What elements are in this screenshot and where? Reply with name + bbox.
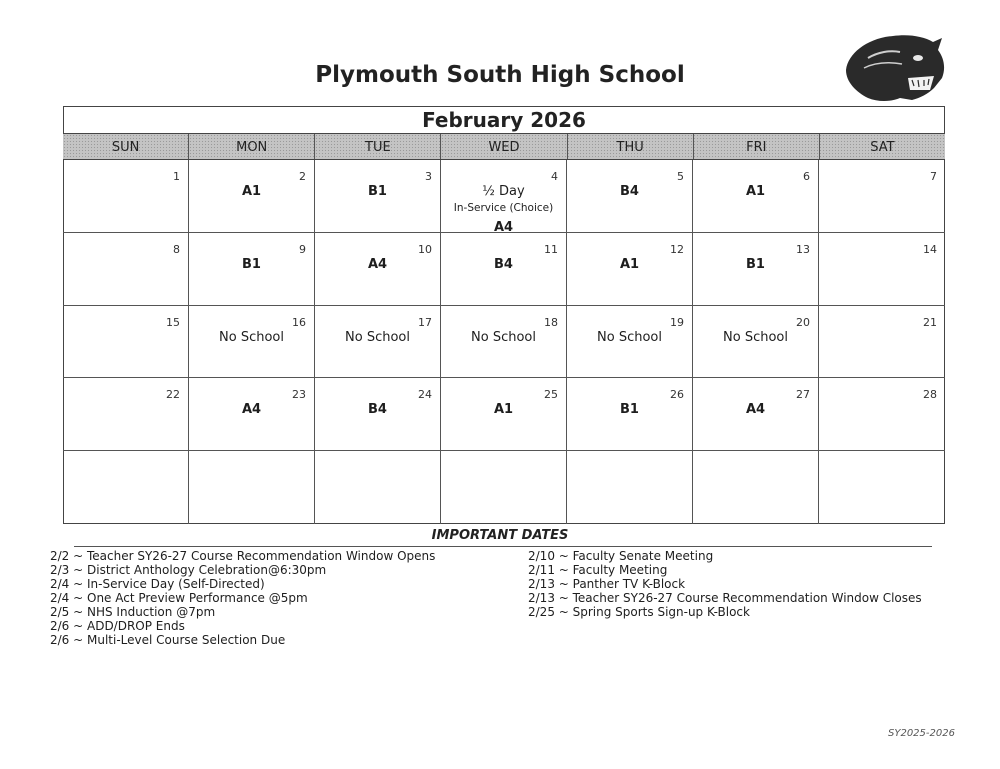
day-cell: [567, 451, 693, 524]
important-date-item: 2/3 ~ District Anthology Celebration@6:30pm: [50, 563, 327, 577]
day-header-thu: THU: [568, 134, 694, 159]
day-number: 5: [677, 170, 684, 183]
day-cell: [441, 306, 567, 379]
day-number: 26: [670, 388, 684, 402]
block-code: B4: [494, 256, 513, 272]
block-code: B1: [746, 256, 765, 272]
day-event: [567, 184, 692, 199]
block-code: B4: [368, 402, 387, 418]
day-subnote: In-Service (Choice): [453, 202, 554, 214]
day-event: [567, 402, 692, 417]
day-number: 8: [173, 242, 180, 256]
important-dates-title: IMPORTANT DATES: [431, 528, 569, 543]
important-dates-left: [50, 549, 435, 647]
day-cell: [567, 160, 693, 233]
block-code: B1: [368, 184, 387, 199]
day-event: [441, 257, 566, 272]
day-number: 10: [418, 242, 432, 256]
day-event: [693, 257, 818, 272]
important-date-item: 2/13 ~ Panther TV K-Block: [528, 577, 686, 591]
day-header-wed: WED: [441, 134, 567, 159]
day-event: [441, 184, 566, 235]
day-cell: [567, 306, 693, 379]
day-note: No School: [471, 329, 536, 345]
day-event: [441, 330, 566, 345]
day-cell: [441, 451, 567, 524]
day-note: No School: [597, 329, 662, 345]
day-note: No School: [345, 329, 410, 345]
school-year-footer: SY2025-2026: [888, 728, 955, 739]
block-code: A1: [619, 256, 640, 272]
important-date-item: 2/2 ~ Teacher SY26-27 Course Recommendation Window Opens: [50, 549, 436, 563]
day-number: 16: [292, 315, 306, 329]
day-number: 20: [796, 315, 810, 329]
day-cell: [693, 451, 819, 524]
day-cell: [441, 233, 567, 306]
day-number: 11: [544, 242, 558, 256]
day-note: No School: [723, 329, 788, 345]
day-cell: [189, 160, 315, 233]
important-date-item: 2/6 ~ Multi-Level Course Selection Due: [50, 633, 286, 647]
page-title: Plymouth South High School: [315, 62, 685, 88]
day-event: [567, 257, 692, 272]
day-event: [189, 184, 314, 199]
day-number: 12: [670, 242, 684, 256]
important-dates-right: [528, 549, 922, 619]
day-cell: [63, 378, 189, 451]
day-cell: [819, 451, 945, 524]
important-date-item: 2/4 ~ One Act Preview Performance @5pm: [50, 591, 308, 605]
day-cell: [819, 233, 945, 306]
day-number: 22: [166, 388, 180, 402]
day-cell: [567, 233, 693, 306]
day-cell: [315, 233, 441, 306]
day-cell: [189, 306, 315, 379]
block-code: A1: [241, 184, 262, 199]
day-number: 23: [292, 388, 306, 402]
day-cell: [693, 306, 819, 379]
day-number: 25: [544, 388, 558, 402]
day-cell: [693, 378, 819, 451]
block-code: B1: [242, 256, 261, 272]
important-date-item: 2/11 ~ Faculty Meeting: [528, 563, 668, 577]
day-cell: [315, 378, 441, 451]
day-number: 19: [670, 315, 684, 329]
important-date-item: 2/4 ~ In-Service Day (Self-Directed): [50, 577, 265, 591]
block-code: A1: [745, 184, 766, 199]
day-event: [189, 257, 314, 272]
day-number: 1: [173, 170, 180, 183]
day-number: 2: [299, 170, 306, 183]
important-date-item: 2/13 ~ Teacher SY26-27 Course Recommendation Window Closes: [528, 591, 922, 605]
day-cell: [819, 160, 945, 233]
day-number: 4: [551, 170, 558, 183]
day-cell: [63, 306, 189, 379]
important-date-item: 2/6 ~ ADD/DROP Ends: [50, 619, 185, 633]
day-event: [315, 330, 440, 345]
day-number: 9: [299, 242, 306, 256]
day-note: No School: [219, 329, 284, 345]
day-cell: [693, 160, 819, 233]
day-header-sun: SUN: [63, 134, 189, 159]
block-code: A4: [241, 402, 262, 418]
day-note: ½ Day: [482, 184, 525, 199]
important-date-item: 2/25 ~ Spring Sports Sign-up K-Block: [528, 605, 750, 619]
block-code: B1: [620, 402, 639, 418]
day-event: [693, 402, 818, 417]
day-cell: [315, 451, 441, 524]
day-cell: [819, 306, 945, 379]
important-date-item: 2/5 ~ NHS Induction @7pm: [50, 605, 216, 619]
day-cell: [315, 160, 441, 233]
block-code: A4: [745, 402, 766, 418]
day-number: 15: [166, 315, 180, 329]
day-header-row: [63, 133, 945, 160]
day-cell: [189, 378, 315, 451]
day-event: [189, 330, 314, 345]
day-cell: [693, 233, 819, 306]
panther-icon: [838, 28, 950, 106]
day-event: [315, 257, 440, 272]
day-header-sat: SAT: [870, 140, 895, 155]
day-cell: [441, 378, 567, 451]
day-number: 27: [796, 388, 810, 402]
day-number: 24: [418, 388, 432, 402]
day-cell: [63, 451, 189, 524]
day-cell: [567, 378, 693, 451]
day-number: 13: [796, 242, 810, 256]
block-code: B4: [620, 184, 639, 199]
day-number: 28: [923, 388, 937, 402]
day-header-tue: TUE: [315, 134, 441, 159]
day-event: [189, 402, 314, 417]
day-cell: [189, 233, 315, 306]
block-code: A1: [493, 402, 514, 418]
day-event: [693, 330, 818, 345]
day-number: 21: [923, 315, 937, 329]
day-cell: [63, 233, 189, 306]
calendar-grid: [63, 160, 945, 524]
day-event: [315, 402, 440, 417]
day-number: 17: [418, 315, 432, 329]
day-header-mon: MON: [189, 134, 315, 159]
day-header-fri: FRI: [694, 134, 820, 159]
block-code: A4: [367, 256, 388, 272]
month-title: February 2026: [422, 108, 586, 132]
day-event: [441, 402, 566, 417]
day-event: [315, 184, 440, 199]
day-number: 6: [803, 170, 810, 183]
day-cell: [819, 378, 945, 451]
day-number: 18: [544, 315, 558, 329]
day-number: 7: [930, 170, 937, 183]
day-event: [567, 330, 692, 345]
day-number: 14: [923, 242, 937, 256]
day-cell: [441, 160, 567, 233]
day-cell: [189, 451, 315, 524]
day-event: [693, 184, 818, 199]
important-dates-divider: [74, 546, 932, 547]
important-date-item: 2/10 ~ Faculty Senate Meeting: [528, 549, 714, 563]
block-code: A4: [493, 220, 514, 235]
day-number: 3: [425, 170, 432, 183]
day-cell: [63, 160, 189, 233]
day-cell: [315, 306, 441, 379]
